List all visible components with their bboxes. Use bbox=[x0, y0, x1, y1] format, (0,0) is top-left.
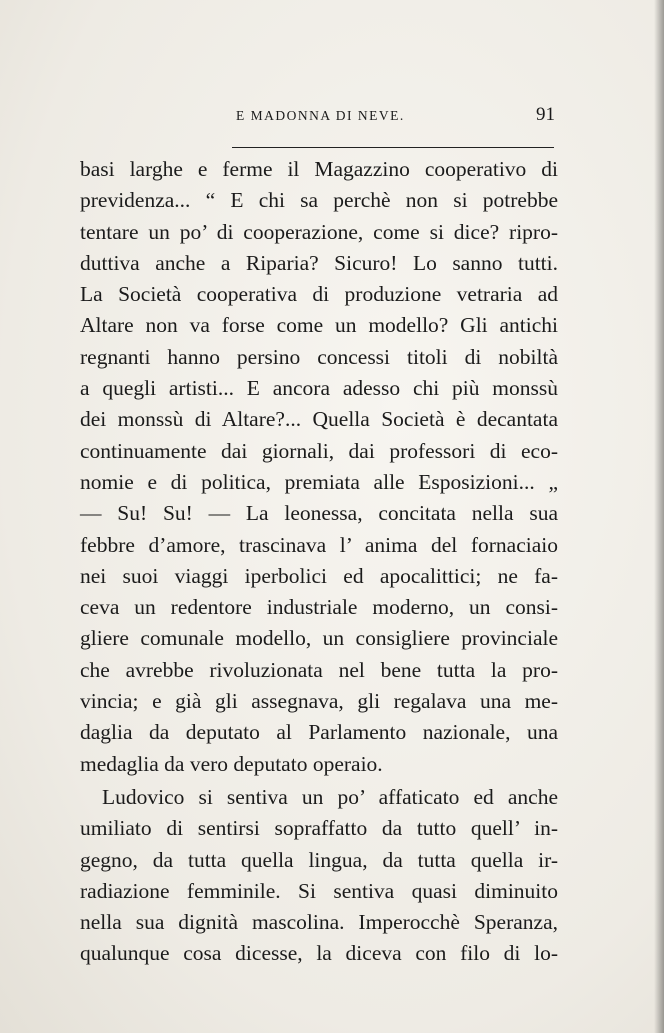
text-line: — Su! Su! — La leonessa, concitata nella sua bbox=[80, 501, 558, 526]
page-number: 91 bbox=[536, 104, 555, 125]
text-line: continuamente dai giornali, dai professori di eco- bbox=[80, 438, 558, 463]
running-title: E MADONNA DI NEVE. bbox=[236, 108, 405, 123]
page-edge-shadow bbox=[654, 0, 664, 1033]
text-line: regnanti hanno persino concessi titoli di nobiltà bbox=[80, 344, 558, 369]
text-line: gliere comunale modello, un consigliere provinciale bbox=[80, 626, 558, 651]
text-line: medaglia da vero deputato operaio. bbox=[80, 751, 383, 776]
text-line: Altare non va forse come un modello? Gli antichi bbox=[80, 313, 558, 338]
text-line: qualunque cosa dicesse, la diceva con filo di lo- bbox=[80, 941, 558, 966]
text-line: Ludovico si sentiva un po’ affaticato ed anche bbox=[102, 784, 558, 809]
text-line: tentare un po’ di cooperazione, come si dice? ripro- bbox=[80, 219, 558, 244]
text-line: dei monssù di Altare?... Quella Società è decantata bbox=[80, 407, 558, 432]
text-line: umiliato di sentirsi sopraffatto da tutto quell’ in- bbox=[80, 816, 558, 841]
text-line: La Società cooperativa di produzione vetraria ad bbox=[80, 282, 558, 307]
text-line: febbre d’amore, trascinava l’ anima del fornaciaio bbox=[80, 532, 558, 557]
body-text bbox=[80, 154, 558, 970]
text-line: radiazione femminile. Si sentiva quasi diminuito bbox=[80, 878, 558, 903]
text-line: nella sua dignità mascolina. Imperocchè Speranza, bbox=[80, 910, 558, 935]
header-rule bbox=[232, 147, 554, 148]
text-line: che avrebbe rivoluzionata nel bene tutta la pro- bbox=[80, 657, 558, 682]
text-line: ceva un redentore industriale moderno, un consi- bbox=[80, 595, 558, 620]
text-line: vincia; e già gli assegnava, gli regalava una me- bbox=[80, 689, 558, 714]
text-line: duttiva anche a Riparia? Sicuro! Lo sanno tutti. bbox=[80, 250, 558, 275]
text-line: previdenza... “ E chi sa perchè non si potrebbe bbox=[80, 188, 558, 213]
text-line: a quegli artisti... E ancora adesso chi più monssù bbox=[80, 376, 558, 401]
text-line: basi larghe e ferme il Magazzino cooperativo di bbox=[80, 157, 558, 181]
text-line: daglia da deputato al Parlamento nazionale, una bbox=[80, 720, 558, 745]
page-header bbox=[0, 104, 664, 132]
text-line: nomie e di politica, premiata alle Esposizioni... „ bbox=[80, 469, 558, 494]
text-line: nei suoi viaggi iperbolici ed apocalittici; ne fa- bbox=[80, 563, 558, 588]
text-line: gegno, da tutta quella lingua, da tutta quella ir- bbox=[80, 847, 558, 872]
